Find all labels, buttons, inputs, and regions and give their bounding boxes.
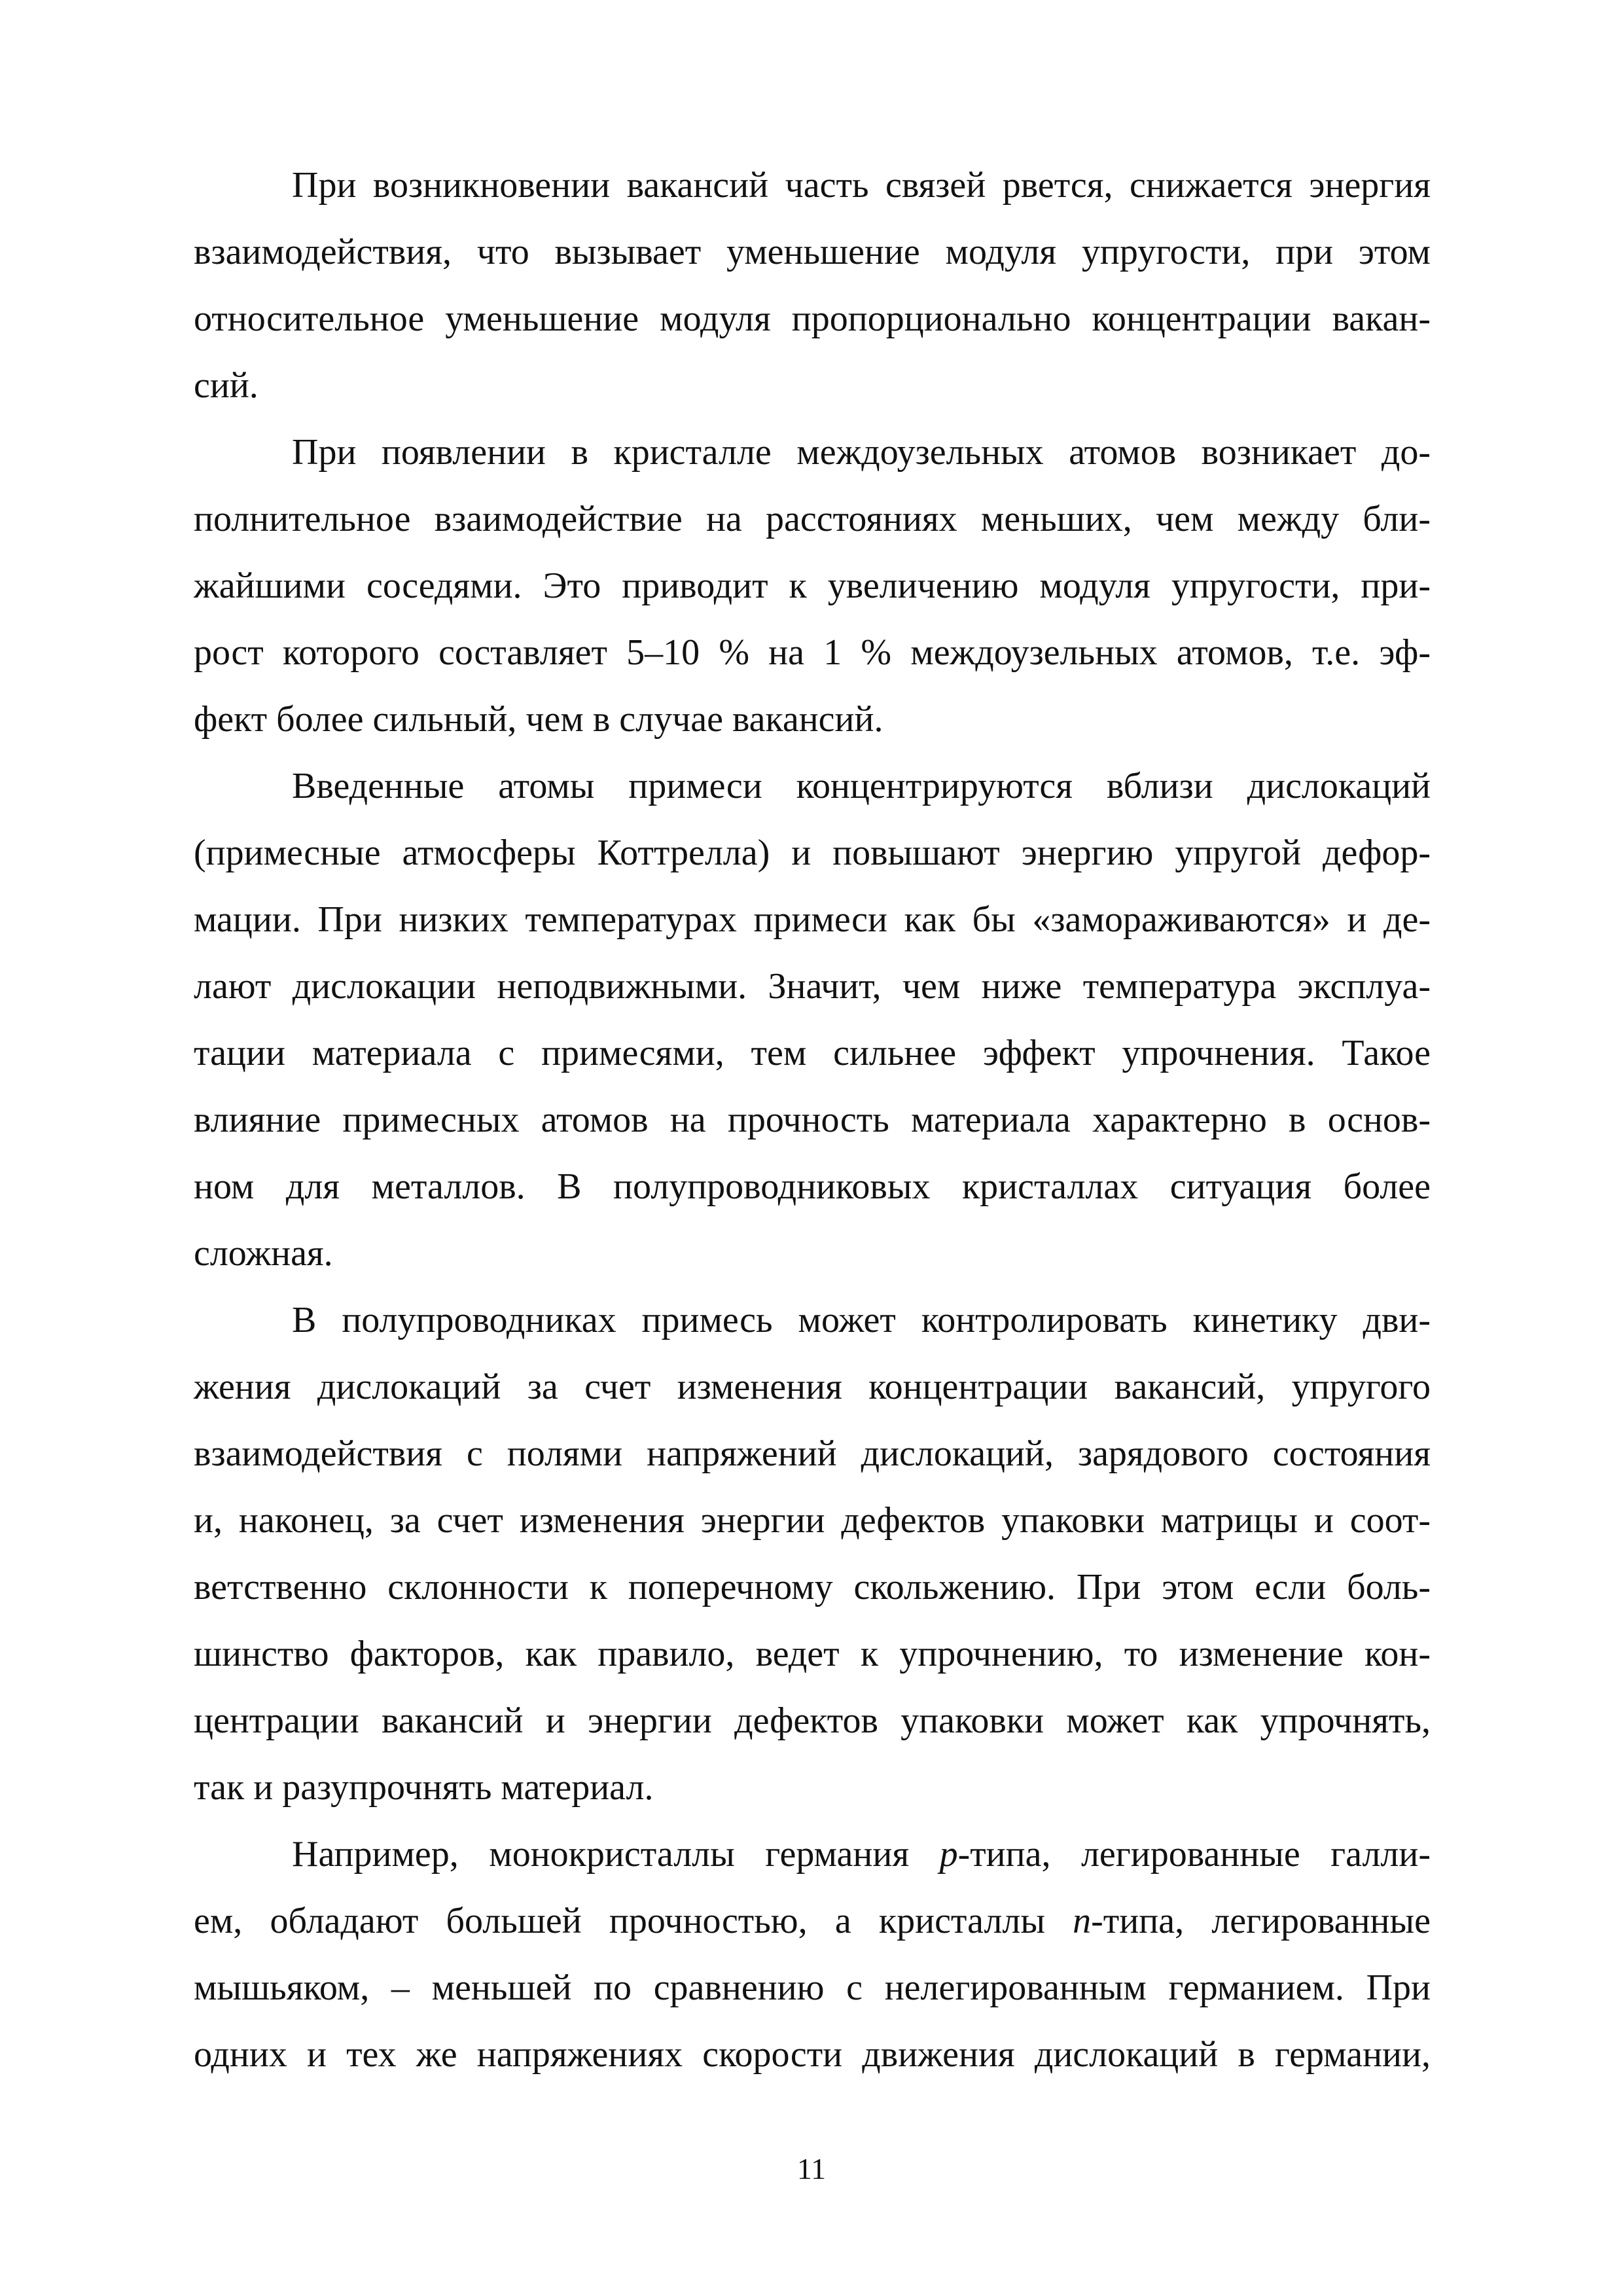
text-line: жайшими соседями. Это приводит к увеличению модуля упругости, при- xyxy=(194,565,1431,606)
text-line: жения дислокаций за счет изменения концентрации вакансий, упругого xyxy=(194,1367,1431,1407)
text-line: сложная. xyxy=(194,1233,333,1274)
text-line: взаимодействия с полями напряжений дислокаций, зарядового состояния xyxy=(194,1433,1431,1474)
text-line: одних и тех же напряжениях скорости движения дислокаций в германии, xyxy=(194,2034,1431,2075)
text-line: мышьяком, – меньшей по сравнению с нелегированным германием. При xyxy=(194,1967,1431,2008)
text-line: относительное уменьшение модуля пропорционально концентрации вакан- xyxy=(194,298,1431,339)
paragraph-5 xyxy=(194,1821,1431,2088)
text-line: мации. При низких температурах примеси как бы «замораживаются» и де- xyxy=(194,899,1431,940)
text-fragment: -типа, легированные галли- xyxy=(957,1834,1431,1874)
text-line: центрации вакансий и энергии дефектов упаковки может как упрочнять, xyxy=(194,1700,1431,1741)
page-number: 11 xyxy=(796,2152,827,2185)
italic-symbol: p xyxy=(939,1834,958,1874)
text-fragment: Например, монокристаллы германия xyxy=(292,1834,940,1874)
italic-symbol: n xyxy=(1073,1901,1092,1941)
text-line xyxy=(194,1821,1431,1888)
text-line: рост которого составляет 5–10 % на 1 % междоузельных атомов, т.е. эф- xyxy=(194,632,1431,673)
text-line: Введенные атомы примеси концентрируются вблизи дислокаций xyxy=(292,766,1431,806)
text-line: взаимодействия, что вызывает уменьшение модуля упругости, при этом xyxy=(194,232,1431,272)
text-line: ветственно склонности к поперечному скольжению. При этом если боль- xyxy=(194,1567,1431,1607)
text-line: (примесные атмосферы Коттрелла) и повышают энергию упругой дефор- xyxy=(194,833,1431,873)
text-line: шинство факторов, как правило, ведет к упрочнению, то изменение кон- xyxy=(194,1634,1431,1674)
text-line: и, наконец, за счет изменения энергии дефектов упаковки матрицы и соот- xyxy=(194,1500,1431,1541)
text-line: фект более сильный, чем в случае вакансий. xyxy=(194,699,883,740)
paragraph-4 xyxy=(194,1287,1431,1821)
text-line: В полупроводниках примесь может контролировать кинетику дви- xyxy=(292,1300,1431,1340)
text-line: тации материала с примесями, тем сильнее эффект упрочнения. Такое xyxy=(194,1033,1431,1073)
text-fragment: ем, обладают большей прочностью, а кристаллы xyxy=(194,1901,1073,1941)
text-line: лают дислокации неподвижными. Значит, чем ниже температура эксплуа- xyxy=(194,966,1431,1007)
page-body xyxy=(194,152,1431,2088)
text-line: ном для металлов. В полупроводниковых кристаллах ситуация более xyxy=(194,1166,1431,1207)
text-fragment: -типа, легированные xyxy=(1091,1901,1431,1941)
text-line: полнительное взаимодействие на расстояниях меньших, чем между бли- xyxy=(194,499,1431,539)
text-line: так и разупрочнять материал. xyxy=(194,1767,654,1808)
paragraph-2 xyxy=(194,419,1431,753)
paragraph-3 xyxy=(194,753,1431,1287)
text-line xyxy=(194,1888,1431,1954)
text-line: При появлении в кристалле междоузельных атомов возникает до- xyxy=(292,432,1431,473)
text-line: При возникновении вакансий часть связей рвется, снижается энергия xyxy=(292,165,1431,206)
text-line: сий. xyxy=(194,365,259,406)
paragraph-1 xyxy=(194,152,1431,419)
text-line: влияние примесных атомов на прочность материала характерно в основ- xyxy=(194,1100,1431,1140)
